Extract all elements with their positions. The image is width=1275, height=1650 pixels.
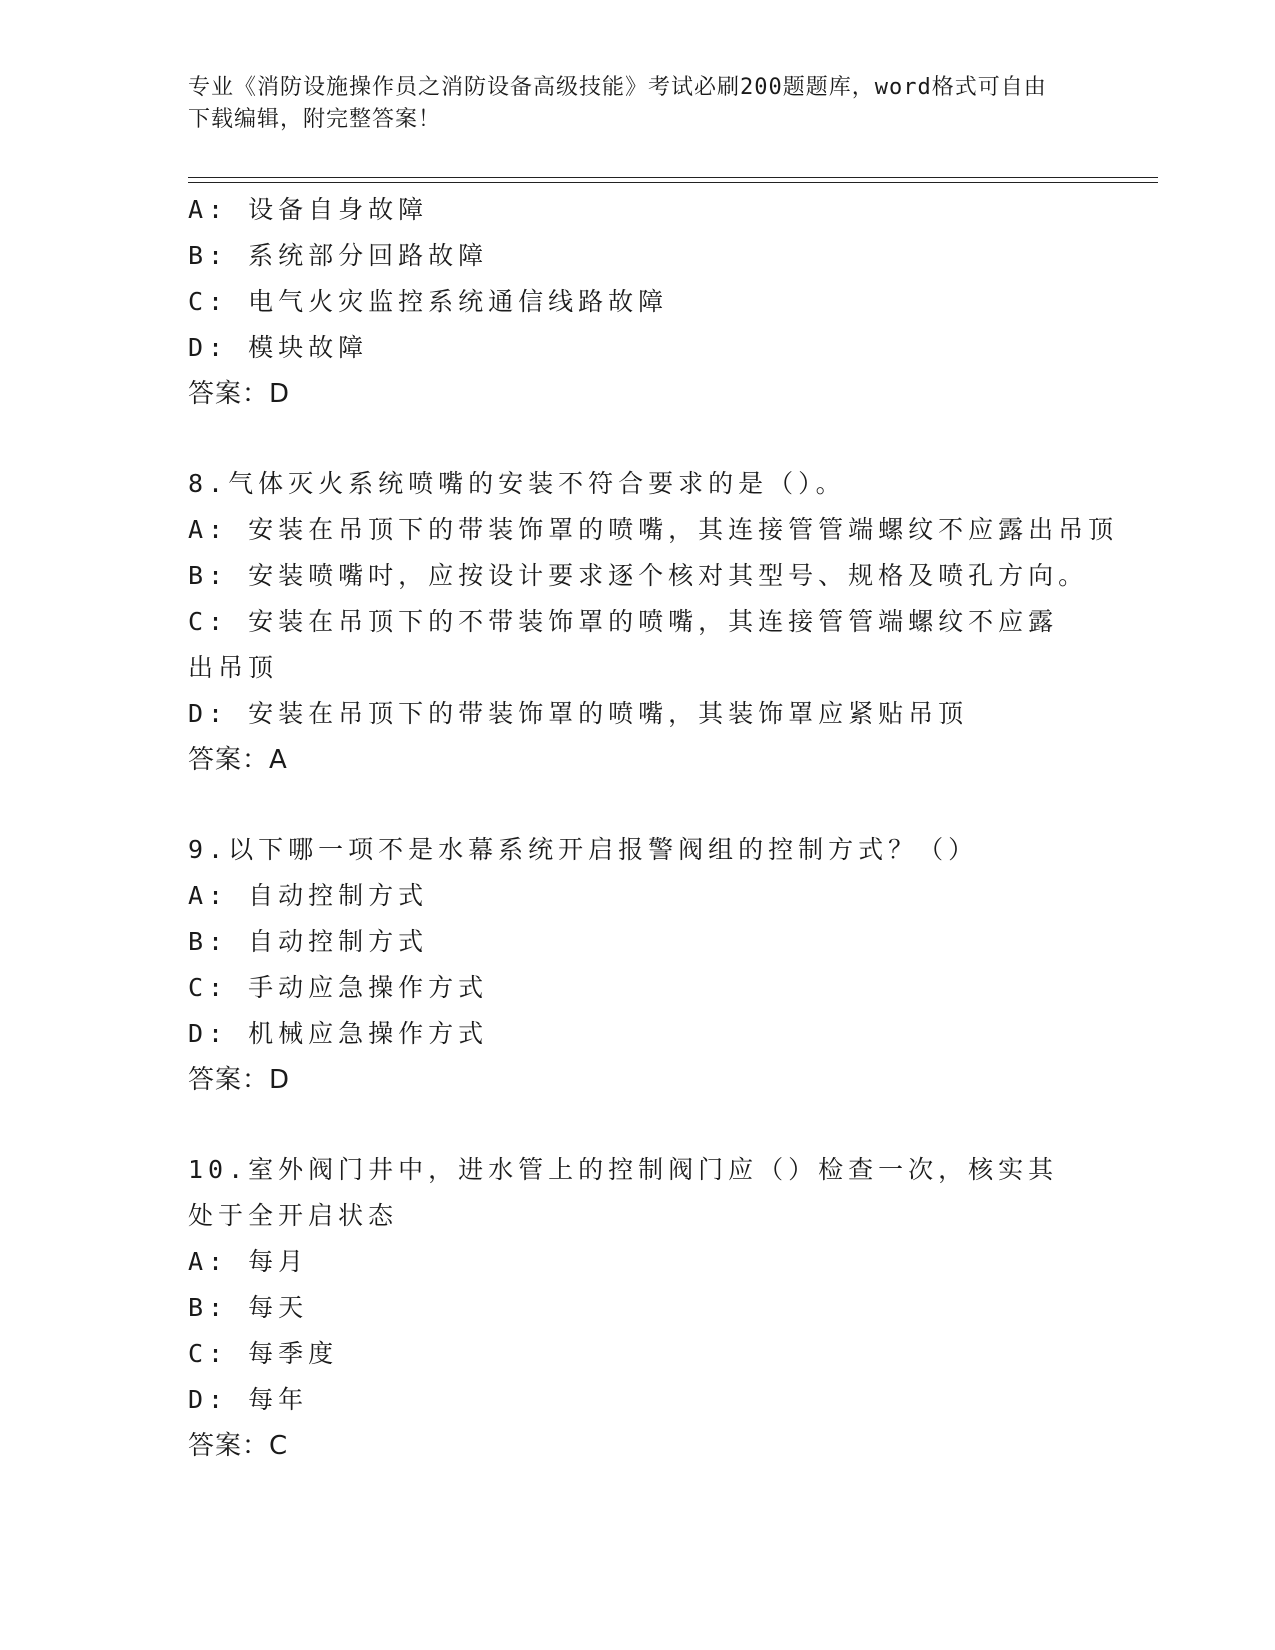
option-a: A: 设备自身故障 (188, 195, 429, 224)
question-block (188, 1147, 1068, 1469)
option-d: D: 安装在吊顶下的带装饰罩的喷嘴，其装饰罩应紧贴吊顶 (188, 699, 969, 728)
option-b: B: 安装喷嘴吋，应按设计要求逐个核对其型号、规格及喷孔方向。 (188, 561, 1089, 590)
option-d: D: 机械应急操作方式 (188, 1019, 489, 1048)
answer-line: 答案：C (188, 1431, 289, 1461)
option-a: A: 自动控制方式 (188, 881, 429, 910)
header-divider-top (188, 177, 1158, 178)
option-b: B: 系统部分回路故障 (188, 241, 489, 270)
option-c: C: 安装在吊顶下的不带装饰罩的喷嘴，其连接管管端螺纹不应露出吊顶 (188, 607, 1059, 682)
question-block (188, 827, 1068, 1103)
answer-line: 答案：A (188, 745, 288, 775)
option-c: C: 每季度 (188, 1339, 339, 1368)
question-block (188, 461, 1119, 783)
question-text: 8.气体灭火系统喷嘴的安装不符合要求的是（）。 (188, 469, 846, 498)
option-a: A: 每月 (188, 1247, 309, 1276)
header-divider-bottom (188, 182, 1158, 183)
spacer (188, 1103, 1068, 1147)
spacer (188, 783, 1068, 827)
question-block (188, 187, 1068, 417)
option-b: B: 自动控制方式 (188, 927, 429, 956)
option-b: B: 每天 (188, 1293, 309, 1322)
option-d: D: 模块故障 (188, 333, 369, 362)
spacer (188, 417, 1068, 461)
answer-line: 答案：D (188, 379, 291, 409)
option-c: C: 手动应急操作方式 (188, 973, 489, 1002)
document-header: 专业《消防设施操作员之消防设备高级技能》考试必刷200题题库，word格式可自由下载编辑，附完整答案！ (188, 75, 1047, 132)
question-text: 10.室外阀门井中，进水管上的控制阀门应（）检查一次，核实其处于全开启状态 (188, 1155, 1059, 1230)
answer-line: 答案：D (188, 1065, 291, 1095)
option-d: D: 每年 (188, 1385, 309, 1414)
option-c: C: 电气火灾监控系统通信线路故障 (188, 287, 669, 316)
question-list (188, 187, 1119, 1469)
option-a: A: 安装在吊顶下的带装饰罩的喷嘴，其连接管管端螺纹不应露出吊顶 (188, 515, 1119, 544)
question-text: 9.以下哪一项不是水幕系统开启报警阀组的控制方式？（） (188, 835, 979, 864)
